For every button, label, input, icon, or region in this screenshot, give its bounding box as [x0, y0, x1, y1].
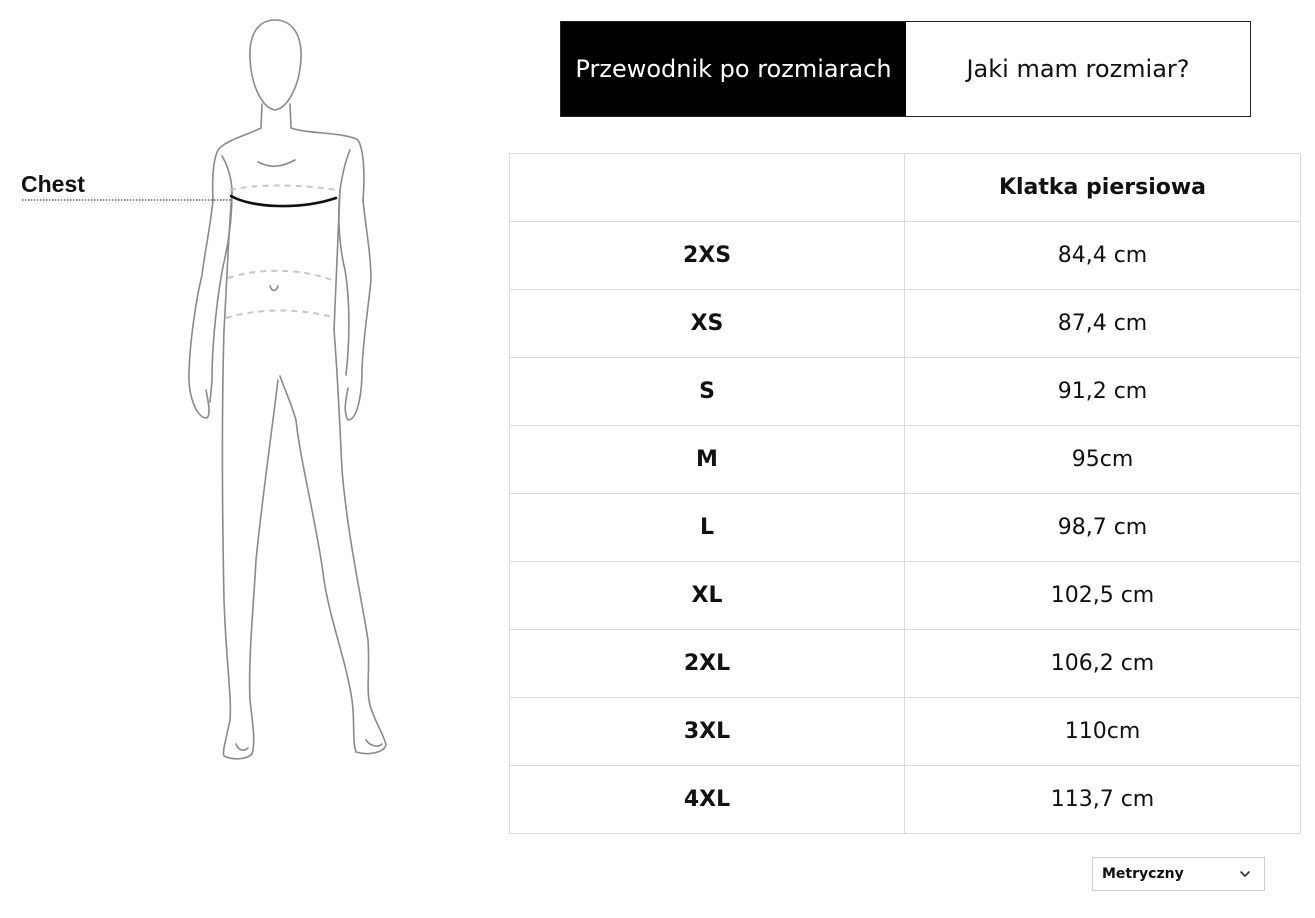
chest-cell: 91,2 cm: [905, 358, 1301, 426]
table-row: [510, 290, 1301, 358]
size-cell: 2XL: [510, 630, 905, 698]
size-cell: S: [510, 358, 905, 426]
chest-label: Chest: [21, 171, 85, 197]
table-header-chest: Klatka piersiowa: [905, 154, 1301, 222]
chevron-down-icon: [1238, 867, 1252, 881]
size-cell: 2XS: [510, 222, 905, 290]
chest-cell: 110cm: [905, 698, 1301, 766]
chest-cell: 87,4 cm: [905, 290, 1301, 358]
table-row: [510, 630, 1301, 698]
tab-find-my-size[interactable]: Jaki mam rozmiar?: [906, 22, 1250, 116]
size-cell: XL: [510, 562, 905, 630]
chest-cell: 113,7 cm: [905, 766, 1301, 834]
mannequin-illustration: [0, 0, 500, 914]
size-chart-table: [509, 153, 1301, 834]
size-guide-tabs: [560, 21, 1251, 117]
table-row: [510, 494, 1301, 562]
chest-cell: 98,7 cm: [905, 494, 1301, 562]
size-cell: XS: [510, 290, 905, 358]
table-row: [510, 766, 1301, 834]
tab-size-guide[interactable]: Przewodnik po rozmiarach: [561, 22, 906, 116]
unit-system-select[interactable]: [1092, 857, 1265, 891]
body-measurement-figure: [0, 0, 500, 914]
size-cell: L: [510, 494, 905, 562]
table-row: [510, 222, 1301, 290]
table-row: [510, 426, 1301, 494]
chest-measure-line: [231, 196, 336, 206]
chest-cell: 84,4 cm: [905, 222, 1301, 290]
chest-cell: 106,2 cm: [905, 630, 1301, 698]
table-header-size: [510, 154, 905, 222]
size-cell: 4XL: [510, 766, 905, 834]
chest-cell: 102,5 cm: [905, 562, 1301, 630]
chest-cell: 95cm: [905, 426, 1301, 494]
table-row: [510, 358, 1301, 426]
unit-select-value: Metryczny: [1102, 866, 1184, 882]
size-cell: 3XL: [510, 698, 905, 766]
table-header-row: [510, 154, 1301, 222]
size-cell: M: [510, 426, 905, 494]
table-row: [510, 698, 1301, 766]
table-row: [510, 562, 1301, 630]
